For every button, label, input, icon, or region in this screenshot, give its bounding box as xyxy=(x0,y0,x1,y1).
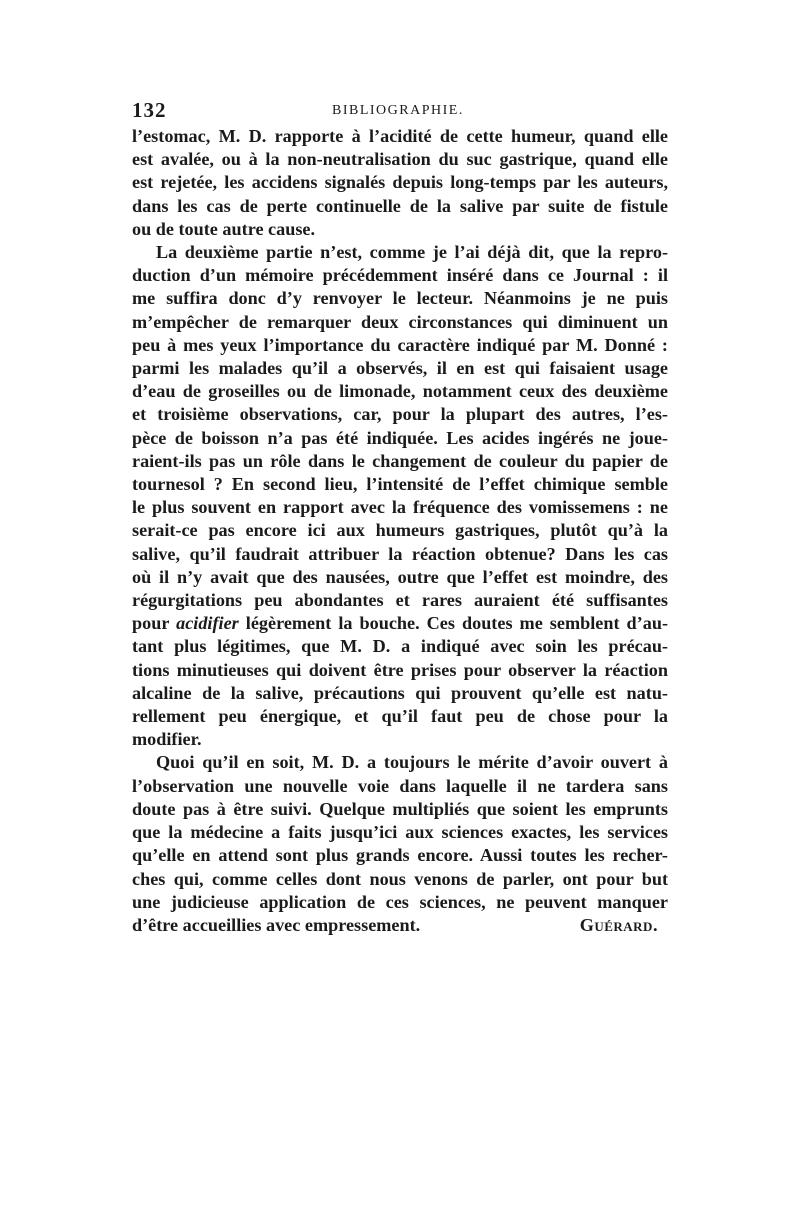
italic-word: acidifier xyxy=(176,613,239,634)
text-line: régurgitations peu abondantes et rares auraient été suffisantes xyxy=(132,590,668,611)
text-line: tions minutieuses qui doivent être prises pour observer la réaction xyxy=(132,659,668,680)
paragraph-second-part xyxy=(132,241,668,751)
text-line: et troisième observations, car, pour la plupart des autres, l’es- xyxy=(132,404,668,425)
closing-line xyxy=(132,914,668,937)
page-number: 132 xyxy=(132,98,167,122)
text-line: tant plus légitimes, que M. D. a indiqué avec soin les précau- xyxy=(132,636,668,657)
text-line: doute pas à être suivi. Quelque multipliés que soient les emprunts xyxy=(132,798,668,819)
page-body xyxy=(132,125,668,937)
text-line: salive, qu’il faudrait attribuer la réaction obtenue? Dans les cas xyxy=(132,543,668,564)
text-line: d’être accueillies avec empressement. xyxy=(132,914,421,935)
author-signature: Guérard. xyxy=(579,914,658,935)
text-line: une judicieuse application de ces sciences, ne peuvent manquer xyxy=(132,891,668,912)
text-line: alcaline de la salive, précautions qui prouvent qu’elle est natu- xyxy=(132,682,668,703)
page-header xyxy=(132,98,668,122)
text-line: La deuxième partie n’est, comme je l’ai déjà dit, que la repro- xyxy=(156,242,668,263)
text-line: raient-ils pas un rôle dans le changement de couleur du papier de xyxy=(132,450,668,471)
text-line: l’estomac, M. D. rapporte à l’acidité de cette humeur, quand elle xyxy=(132,126,668,146)
text-line: Quoi qu’il en soit, M. D. a toujours le mérite d’avoir ouvert à xyxy=(156,752,668,773)
text-run: légèrement la bouche. Ces doutes me semblent d’au- xyxy=(238,613,668,634)
text-line: tournesol ? En second lieu, l’intensité de l’effet chimique semble xyxy=(132,474,668,495)
paragraph-continuation xyxy=(132,125,668,241)
text-line: l’observation une nouvelle voie dans laquelle il ne tardera sans xyxy=(132,775,668,796)
text-line: duction d’un mémoire précédemment inséré dans ce Journal : il xyxy=(132,265,668,286)
text-line: peu à mes yeux l’importance du caractère indiqué par M. Donné : xyxy=(132,334,668,355)
text-line: modifier. xyxy=(132,729,202,750)
text-line: rellement peu énergique, et qu’il faut peu de chose pour la xyxy=(132,706,668,727)
text-line: ches qui, comme celles dont nous venons de parler, ont pour but xyxy=(132,868,668,889)
text-run: pour xyxy=(132,613,177,634)
text-line: qu’elle en attend sont plus grands encore. Aussi toutes les recher- xyxy=(132,845,668,866)
text-line: pèce de boisson n’a pas été indiquée. Les acides ingérés ne joue- xyxy=(132,427,668,448)
text-line: m’empêcher de remarquer deux circonstances qui diminuent un xyxy=(132,311,668,332)
text-line-with-italic xyxy=(132,612,668,635)
text-line: que la médecine a faits jusqu’ici aux sciences exactes, les services xyxy=(132,822,668,843)
text-line: le plus souvent en rapport avec la fréquence des vomissemens : ne xyxy=(132,497,668,518)
text-line: dans les cas de perte continuelle de la salive par suite de fistule xyxy=(132,195,668,216)
text-line: me suffira donc d’y renvoyer le lecteur. Néanmoins je ne puis xyxy=(132,288,668,309)
text-line: d’eau de groseilles ou de limonade, notamment ceux des deuxième xyxy=(132,381,668,402)
text-line: est rejetée, les accidens signalés depuis long-temps par les auteurs, xyxy=(132,172,668,193)
text-line: parmi les malades qu’il a observés, il en est qui faisaient usage xyxy=(132,358,668,379)
text-line: serait-ce pas encore ici aux humeurs gastriques, plutôt qu’à la xyxy=(132,520,668,541)
text-line: où il n’y avait que des nausées, outre que l’effet est moindre, des xyxy=(132,566,668,587)
paragraph-conclusion xyxy=(132,751,668,937)
text-line: ou de toute autre cause. xyxy=(132,218,316,239)
text-line: est avalée, ou à la non-neutralisation du suc gastrique, quand elle xyxy=(132,149,668,170)
running-head: BIBLIOGRAPHIE. xyxy=(332,103,464,118)
